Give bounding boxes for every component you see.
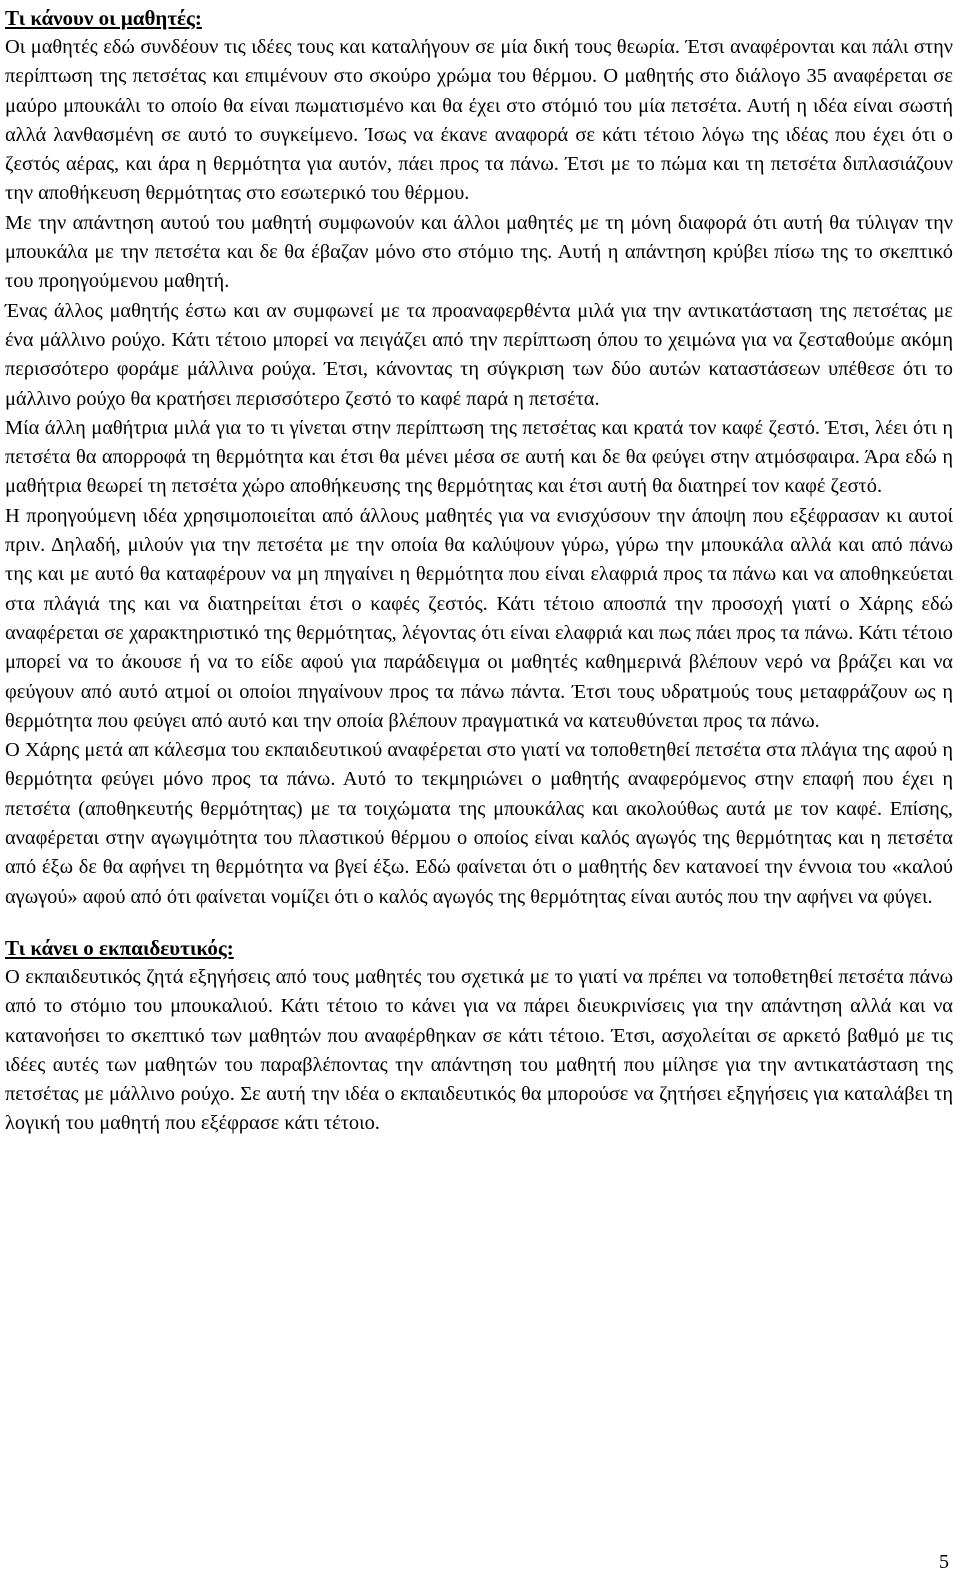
- section-heading-students: Τι κάνουν οι μαθητές:: [5, 6, 202, 30]
- document-page: [5, 4, 953, 1139]
- section-students: [5, 4, 953, 912]
- paragraph: Οι μαθητές εδώ συνδέουν τις ιδέες τους και καταλήγουν σε μία δική τους θεωρία. Έτσι αναφέρονται και πάλι στην περίπτωση της πετσέτας και επιμένουν στο σκούρο χρώμα του θέρμου. Ο μαθητής στο διάλογο 35 αναφέρεται σε μαύρο μπουκάλι το οποίο θα είναι πωματισμένο και θα έχει στο στόμιό του μία πετσέτα. Αυτή η ιδέα είναι σωστή αλλά λανθασμένη σε αυτό το συγκείμενο. Ίσως να έκανε αναφορά σε κάτι τέτοιο λόγω της ιδέας που έχει ότι ο ζεστός αέρας, και άρα η θερμότητα για αυτόν, πάει προς τα πάνω. Έτσι με το πώμα και τη πετσέτα διπλασιάζουν την αποθήκευση θερμότητας στο εσωτερικό του θέρμου.: [5, 36, 953, 205]
- paragraph: Ένας άλλος μαθητής έστω και αν συμφωνεί με τα προαναφερθέντα μιλά για την αντικατάσταση της πετσέτας με ένα μάλλινο ρούχο. Κάτι τέτοιο μπορεί να πειγάζει από την περίπτωση όπου το χειμώνα για να ζεσταθούμε ακόμη περισσότερο φοράμε μάλλινα ρούχα. Έτσι, κάνοντας τη σύγκριση των δύο αυτών καταστάσεων υπέθεσε ότι το μάλλινο ρούχο θα κρατήσει περισσότερο ζεστό το καφέ παρά η πετσέτα.: [5, 299, 953, 410]
- paragraph: Η προηγούμενη ιδέα χρησιμοποιείται από άλλους μαθητές για να ενισχύσουν την άποψη που εξέφρασαν κι αυτοί πριν. Δηλαδή, μιλούν για την πετσέτα με την οποία θα καλύψουν γύρω, γύρω την μπουκάλα αλλά και από πάνω της και με αυτό θα καταφέρουν να μη πηγαίνει η θερμότητα που είναι ελαφριά προς τα πάνω και να αποθηκεύεται στα πλάγιά της και να διατηρείται έτσι ο καφές ζεστός. Κάτι τέτοιο αποσπά την προσοχή γιατί ο Χάρης εδώ αναφέρεται σε χαρακτηριστικό της θερμότητας, λέγοντας ότι είναι ελαφριά και πως πάει προς τα πάνω. Κάτι τέτοιο μπορεί να το άκουσε ή να το είδε αφού για παράδειγμα οι μαθητές καθημερινά βλέπουν νερό να βράζει και να φεύγουν από αυτό ατμοί οι οποίοι πηγαίνουν προς τα πάνω πάντα. Έτσι τους υδρατμούς τους μεταφράζουν ως η θερμότητα που φεύγει από αυτό και την οποία βλέπουν πραγματικά να κατευθύνεται προς τα πάνω.: [5, 504, 953, 732]
- section-spacer: [5, 912, 953, 934]
- paragraph: Μία άλλη μαθήτρια μιλά για το τι γίνεται στην περίπτωση της πετσέτας και κρατά τον καφέ ζεστό. Έτσι, λέει ότι η πετσέτα θα απορροφά τη θερμότητα και έτσι θα μένει μέσα σε αυτή και δε θα φεύγει στην ατμόσφαιρα. Άρα εδώ η μαθήτρια θεωρεί τη πετσέτα χώρο αποθήκευσης της θερμότητας και έτσι αυτή θα διατηρεί τον καφέ ζεστό.: [5, 416, 953, 498]
- section-heading-teacher: Τι κάνει ο εκπαιδευτικός:: [5, 935, 234, 960]
- paragraph: Με την απάντηση αυτού του μαθητή συμφωνούν και άλλοι μαθητές με τη μόνη διαφορά ότι αυτή θα τύλιγαν την μπουκάλα με την πετσέτα και δε θα έβαζαν μόνο στο στόμιο της. Αυτή η απάντηση κρύβει πίσω της το σκεπτικό του προηγούμενου μαθητή.: [5, 211, 953, 293]
- paragraph: Ο εκπαιδευτικός ζητά εξηγήσεις από τους μαθητές του σχετικά με το γιατί να πρέπει να τοποθετηθεί πετσέτα πάνω από το στόμιο του μπουκαλιού. Κάτι τέτοιο το κάνει για να πάρει διευκρινίσεις για την απάντηση αλλά και να κατανοήσει το σκεπτικό των μαθητών που αναφέρθηκαν σε κάτι τέτοιο. Έτσι, ασχολείται σε αρκετό βαθμό με τις ιδέες αυτές των μαθητών του παραβλέποντας την απάντηση του μαθητή που μίλησε για την αντικατάσταση της πετσέτας με μάλλινο ρούχο. Σε αυτή την ιδέα ο εκπαιδευτικός θα μπορούσε να ζητήσει εξηγήσεις για καταλάβει τη λογική του μαθητή που εξέφρασε κάτι τέτοιο.: [5, 965, 953, 1135]
- paragraph: Ο Χάρης μετά απ κάλεσμα του εκπαιδευτικού αναφέρεται στο γιατί να τοποθετηθεί πετσέτα στα πλάγια της αφού η θερμότητα φεύγει μόνο προς τα πάνω. Αυτό το τεκμηριώνει ο μαθητής αναφερόμενος στην επαφή που έχει η πετσέτα (αποθηκευτής θερμότητας) με τα τοιχώματα της μπουκάλας και ακολούθως αυτά με τον καφέ. Επίσης, αναφέρεται στην αγωγιμότητα του πλαστικού θέρμου ο οποίος είναι καλός αγωγός της θερμότητας και η πετσέτα από έξω δε θα αφήνει τη θερμότητα να βγεί έξω. Εδώ φαίνεται ότι ο μαθητής δεν κατανοεί την έννοια του «καλού αγωγού» αφού από ότι φαίνεται νομίζει ότι ο καλός αγωγός της θερμότητας είναι αυτός που την αφήνει να φύγει.: [5, 739, 953, 908]
- section-teacher: [5, 934, 953, 1139]
- page-number: 5: [939, 1551, 949, 1573]
